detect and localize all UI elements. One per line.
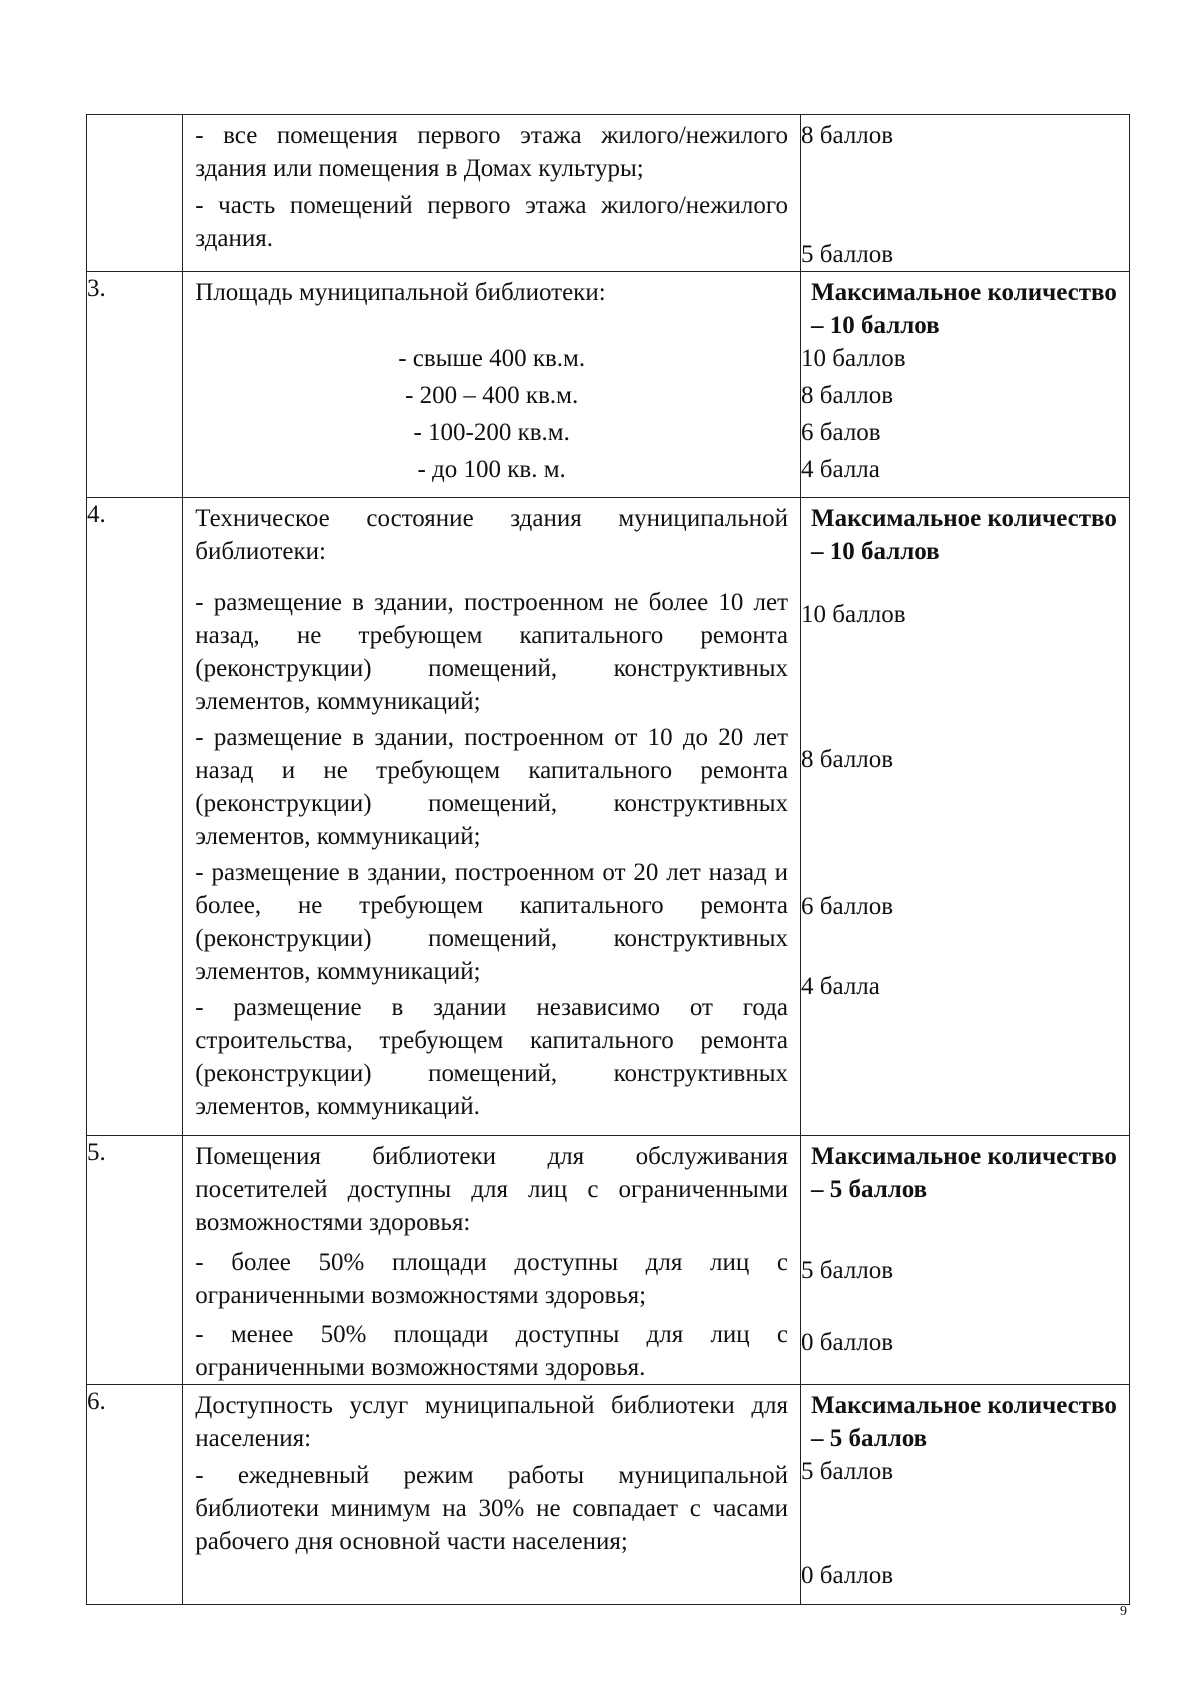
option-text: - все помещения первого этажа жилого/нежилого здания или помещения в Домах культуры;: [195, 122, 789, 182]
option-text: - ежедневный режим работы муниципальной библиотеки минимум на 30% не совпадает с часами рабочего дня основной части населения;: [195, 1462, 789, 1555]
score-value: 6 баллов: [801, 893, 894, 920]
score-value: 8 баллов: [801, 746, 894, 773]
criterion-title: Техническое состояние здания муниципальной библиотеки:: [195, 505, 789, 565]
option-text: - часть помещений первого этажа жилого/нежилого здания.: [195, 192, 789, 252]
criteria-table: [86, 114, 1130, 1605]
max-score: Максимальное количество – 10 баллов: [811, 505, 1117, 565]
row-number: 5.: [87, 1136, 183, 1385]
table-row: [87, 272, 1130, 498]
option-text: - более 50% площади доступны для лиц с ограниченными возможностями здоровья;: [195, 1249, 789, 1309]
max-score: Максимальное количество – 5 баллов: [811, 1392, 1117, 1452]
option-text: - размещение в здании, построенном от 10 до 20 лет назад и не требующем капитального ремонта (реконструкции) помещений, конструктивных элементов, коммуникаций;: [195, 724, 789, 850]
score-value: 0 баллов: [801, 1329, 894, 1356]
criterion-title: Площадь муниципальной библиотеки:: [195, 279, 606, 306]
table-row: [87, 115, 1130, 272]
max-score: Максимальное количество – 10 баллов: [811, 279, 1117, 339]
score-cell: [801, 1385, 1130, 1605]
description-cell: [183, 272, 801, 498]
description-cell: [183, 1136, 801, 1385]
score-value: 10 баллов: [801, 345, 906, 372]
score-cell: [801, 272, 1130, 498]
score-value: 0 баллов: [801, 1562, 894, 1589]
score-cell: [801, 115, 1130, 272]
table-row: [87, 498, 1130, 1136]
row-number: 3.: [87, 272, 183, 498]
score-value: 8 баллов: [801, 382, 894, 409]
table-row: [87, 1136, 1130, 1385]
score-value: 4 балла: [801, 456, 880, 483]
option-text: - 100-200 кв.м.: [413, 419, 570, 446]
criterion-title: Помещения библиотеки для обслуживания посетителей доступны для лиц с ограниченными возможностями здоровья:: [195, 1143, 789, 1236]
score-value: 5 баллов: [801, 1257, 894, 1284]
score-value: 5 баллов: [801, 241, 894, 268]
score-cell: [801, 498, 1130, 1136]
option-text: - до 100 кв. м.: [417, 456, 566, 483]
option-text: - размещение в здании, построенном не более 10 лет назад, не требующем капитального ремонта (реконструкции) помещений, конструктивных элементов, коммуникаций;: [195, 589, 789, 715]
score-value: 10 баллов: [801, 601, 906, 628]
score-value: 4 балла: [801, 973, 880, 1000]
page-number: 9: [1120, 1604, 1127, 1619]
criterion-title: Доступность услуг муниципальной библиотеки для населения:: [195, 1392, 789, 1452]
table-row: [87, 1385, 1130, 1605]
row-number: 4.: [87, 498, 183, 1136]
score-value: 8 баллов: [801, 122, 894, 149]
option-text: - размещение в здании, построенном от 20 лет назад и более, не требующем капитального ремонта (реконструкции) помещений, конструктивных элементов, коммуникаций;: [195, 859, 789, 985]
description-cell: [183, 498, 801, 1136]
score-value: 5 баллов: [801, 1458, 894, 1485]
option-text: - 200 – 400 кв.м.: [405, 382, 579, 409]
row-number-cell: [87, 115, 183, 272]
description-cell: [183, 1385, 801, 1605]
option-text: - менее 50% площади доступны для лиц с ограниченными возможностями здоровья.: [195, 1321, 789, 1381]
score-cell: [801, 1136, 1130, 1385]
description-cell: [183, 115, 801, 272]
option-text: - свыше 400 кв.м.: [398, 345, 586, 372]
row-number: 6.: [87, 1385, 183, 1605]
option-text: [183, 1558, 800, 1562]
option-text: - размещение в здании независимо от года строительства, требующем капитального ремонта (реконструкции) помещений, конструктивных элементов, коммуникаций.: [195, 994, 789, 1120]
max-score: Максимальное количество – 5 баллов: [811, 1143, 1117, 1203]
score-value: 6 балов: [801, 419, 881, 446]
